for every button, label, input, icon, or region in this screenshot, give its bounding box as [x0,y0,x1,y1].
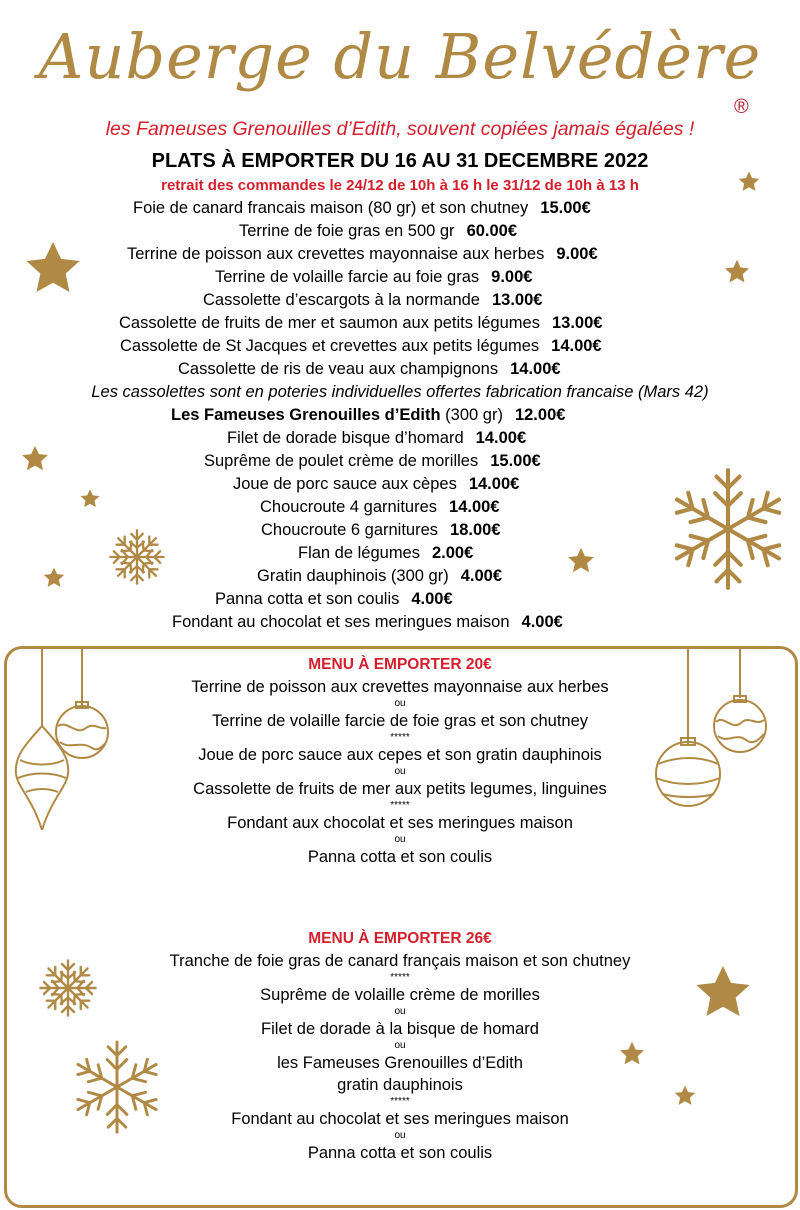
menu-20-separator: ou [394,834,406,845]
christmas-ornament-icon [650,648,780,812]
dish-row [0,289,800,312]
dish-name: Choucroute 4 garnitures [260,498,438,516]
dish-name: Cassolette de St Jacques et crevettes aux petits légumes [120,337,540,355]
dish-price: 14.00€ [510,360,561,378]
star-icon [723,258,751,286]
dish-price: 14.00€ [551,337,602,355]
snowflake-icon [68,1038,166,1136]
snowflake-icon [38,958,98,1018]
dish-price: 9.00€ [491,268,533,286]
menu-20-line: Panna cotta et son coulis [307,848,493,866]
dish-name: Cassolette de ris de veau aux champignons [178,360,499,378]
dish-row [0,335,800,358]
dish-name: Terrine de poisson aux crevettes mayonnaise aux herbes [127,245,545,263]
tagline: les Fameuses Grenouilles d’Edith, souvent copiées jamais égalées ! [105,118,695,140]
dish-name: Gratin dauphinois (300 gr) [257,567,449,585]
dish-row [0,358,800,381]
menu-26-line: Tranche de foie gras de canard français maison et son chutney [169,952,631,970]
dish-name: Terrine de volaille farcie au foie gras [215,268,480,286]
dish-name: Flan de légumes [298,544,420,562]
dish-price: 2.00€ [432,544,474,562]
menu-20-title: MENU À EMPORTER 20€ [308,656,492,673]
menu-26-separator: ***** [390,1096,410,1107]
dish-name: Suprême de poulet crème de morilles [204,452,479,470]
dish-price: 4.00€ [521,613,563,631]
restaurant-name: Auberge du Belvédère [38,20,762,93]
dish-row [0,266,800,289]
dish-row [0,243,800,266]
menu-26-separator: ou [394,1040,406,1051]
menu-26-line: Filet de dorade à la bisque de homard [261,1020,539,1038]
dish-price: 14.00€ [449,498,500,516]
star-icon [22,238,84,300]
dish-price: 15.00€ [540,199,591,217]
menu-26-separator: ou [394,1130,406,1141]
dish-price: 4.00€ [411,590,453,608]
dish-price: 14.00€ [468,475,520,493]
menu-26-separator: ***** [390,972,410,983]
registered-mark: ® [734,96,749,118]
menu-20-line: Terrine de poisson aux crevettes mayonnaise aux herbes [191,678,609,696]
dish-name: Terrine de foie gras en 500 gr [239,222,455,240]
dish-price: 60.00€ [466,222,518,240]
dish-row [0,427,800,450]
dish-price: 13.00€ [551,314,603,332]
star-icon [566,546,596,576]
dish-price: 4.00€ [460,567,502,585]
dish-price: 12.00€ [514,406,566,424]
menu-20-separator: ou [394,766,406,777]
dish-row [0,611,800,634]
dish-row [0,197,800,220]
menu-20-line: Joue de porc sauce aux cepes et son gratin dauphinois [198,746,602,764]
cassolette-note: Les cassolettes sont en poteries individuelles offertes fabrication francaise (Mars 42) [91,383,709,401]
menu-20-separator: ***** [390,800,410,811]
menu-26-separator: ou [394,1006,406,1017]
star-icon [79,488,101,510]
dish-row [0,220,800,243]
dish-row [0,312,800,335]
dish-name: Cassolette de fruits de mer et saumon aux petits légumes [119,314,540,332]
special-dish-weight: (300 gr) [445,406,503,424]
dish-price: 15.00€ [490,452,541,470]
menu-20-separator: ***** [390,732,410,743]
menu-26-line: gratin dauphinois [337,1076,463,1094]
menu-26-line: Panna cotta et son coulis [307,1144,493,1162]
dish-row-special [0,404,800,427]
dish-name: Choucroute 6 garnitures [261,521,439,539]
menu-20-separator: ou [394,698,406,709]
snowflake-icon [664,465,792,593]
dish-name: Cassolette d’escargots à la normande [203,291,480,309]
takeaway-heading: PLATS À EMPORTER DU 16 AU 31 DECEMBRE 2022 [151,150,649,172]
menu-26-line: les Fameuses Grenouilles d’Edith [277,1054,523,1072]
menu-20-line: Terrine de volaille farcie de foie gras et son chutney [211,712,589,730]
dish-name: Fondant au chocolat et ses meringues maison [172,613,510,631]
dish-name: Joue de porc sauce aux cèpes [233,475,457,493]
star-icon [618,1040,646,1068]
christmas-ornament-icon [6,648,110,830]
menu-26-title: MENU À EMPORTER 26€ [308,930,492,947]
star-icon [692,962,754,1024]
star-icon [42,566,66,590]
star-icon [737,170,761,194]
star-icon [673,1084,697,1108]
dish-price: 9.00€ [556,245,598,263]
dish-price: 18.00€ [450,521,501,539]
dish-name: Panna cotta et son coulis [215,590,400,608]
dish-price: 14.00€ [475,429,527,447]
dish-price: 13.00€ [492,291,543,309]
special-dish-name: Les Fameuses Grenouilles d’Edith [171,406,441,424]
dish-name: Foie de canard francais maison (80 gr) et son chutney [133,199,529,217]
menu-20-line: Fondant aux chocolat et ses meringues maison [227,814,573,832]
menu-26-line: Suprême de volaille crème de morilles [260,986,540,1004]
snowflake-icon [108,528,166,586]
star-icon [20,444,50,474]
dish-name: Filet de dorade bisque d’homard [227,429,464,447]
menu-20-line: Cassolette de fruits de mer aux petits legumes, linguines [193,780,607,798]
menu-26-line: Fondant au chocolat et ses meringues maison [231,1110,569,1128]
pickup-info: retrait des commandes le 24/12 de 10h à 16 h le 31/12 de 10h à 13 h [161,177,639,194]
